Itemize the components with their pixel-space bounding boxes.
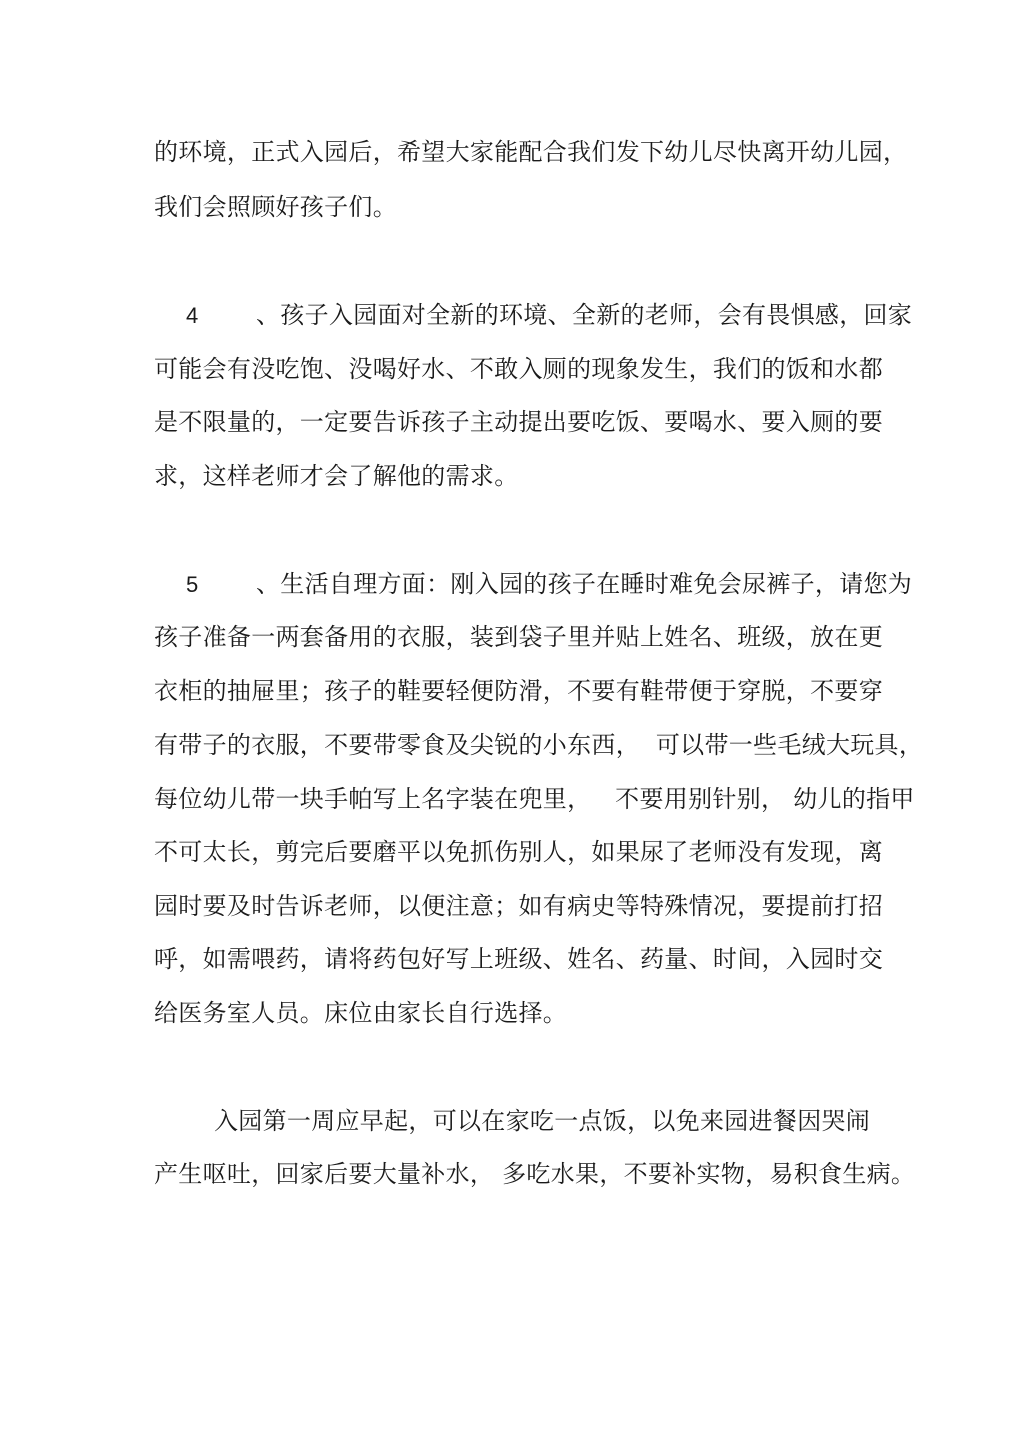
paragraph-3-line-1: [154, 568, 912, 601]
paragraph-3-line-6: 不可太长，剪完后要磨平以免抓伤别人，如果尿了老师没有发现，离: [154, 838, 883, 866]
paragraph-3-line-5: 每位幼儿带一块手帕写上名字装在兜里， 不要用别针别， 幼儿的指甲: [154, 785, 915, 813]
paragraph-2-line-1-text: 、孩子入园面对全新的环境、全新的老师，会有畏惧感，回家: [256, 301, 913, 329]
paragraph-1-line-1: 的环境，正式入园后，希望大家能配合我们发下幼儿尽快离开幼儿园，: [154, 138, 908, 166]
paragraph-2-line-3: 是不限量的，一定要告诉孩子主动提出要吃饭、要喝水、要入厕的要: [154, 408, 883, 436]
paragraph-4-line-2: 产生呕吐，回家后要大量补水， 多吃水果，不要补实物，易积食生病。: [154, 1160, 916, 1188]
paragraph-3-line-1-text: 、生活自理方面：刚入园的孩子在睡时难免会尿裤子，请您为: [256, 570, 913, 598]
paragraph-2-line-4: 求，这样老师才会了解他的需求。: [154, 462, 519, 490]
paragraph-3-line-7: 园时要及时告诉老师，以便注意；如有病史等特殊情况，要提前打招: [154, 892, 883, 920]
paragraph-2-line-2: 可能会有没吃饱、没喝好水、不敢入厕的现象发生，我们的饭和水都: [154, 355, 883, 383]
item-number-4: 4: [186, 303, 199, 328]
paragraph-1-line-2: 我们会照顾好孩子们。: [154, 193, 397, 221]
paragraph-4-line-1: 入园第一周应早起，可以在家吃一点饭，以免来园进餐因哭闹: [214, 1107, 871, 1135]
paragraph-3-line-2: 孩子准备一两套备用的衣服，装到袋子里并贴上姓名、班级，放在更: [154, 623, 883, 651]
paragraph-3-line-4: 有带子的衣服，不要带零食及尖锐的小东西， 可以带一些毛绒大玩具，: [154, 731, 924, 759]
paragraph-3-line-9: 给医务室人员。床位由家长自行选择。: [154, 999, 568, 1027]
paragraph-2-line-1: [154, 299, 912, 332]
paragraph-3-line-3: 衣柜的抽屉里；孩子的鞋要轻便防滑，不要有鞋带便于穿脱，不要穿: [154, 677, 883, 705]
paragraph-3-line-8: 呼，如需喂药，请将药包好写上班级、姓名、药量、时间，入园时交: [154, 945, 883, 973]
item-number-5: 5: [186, 572, 199, 597]
